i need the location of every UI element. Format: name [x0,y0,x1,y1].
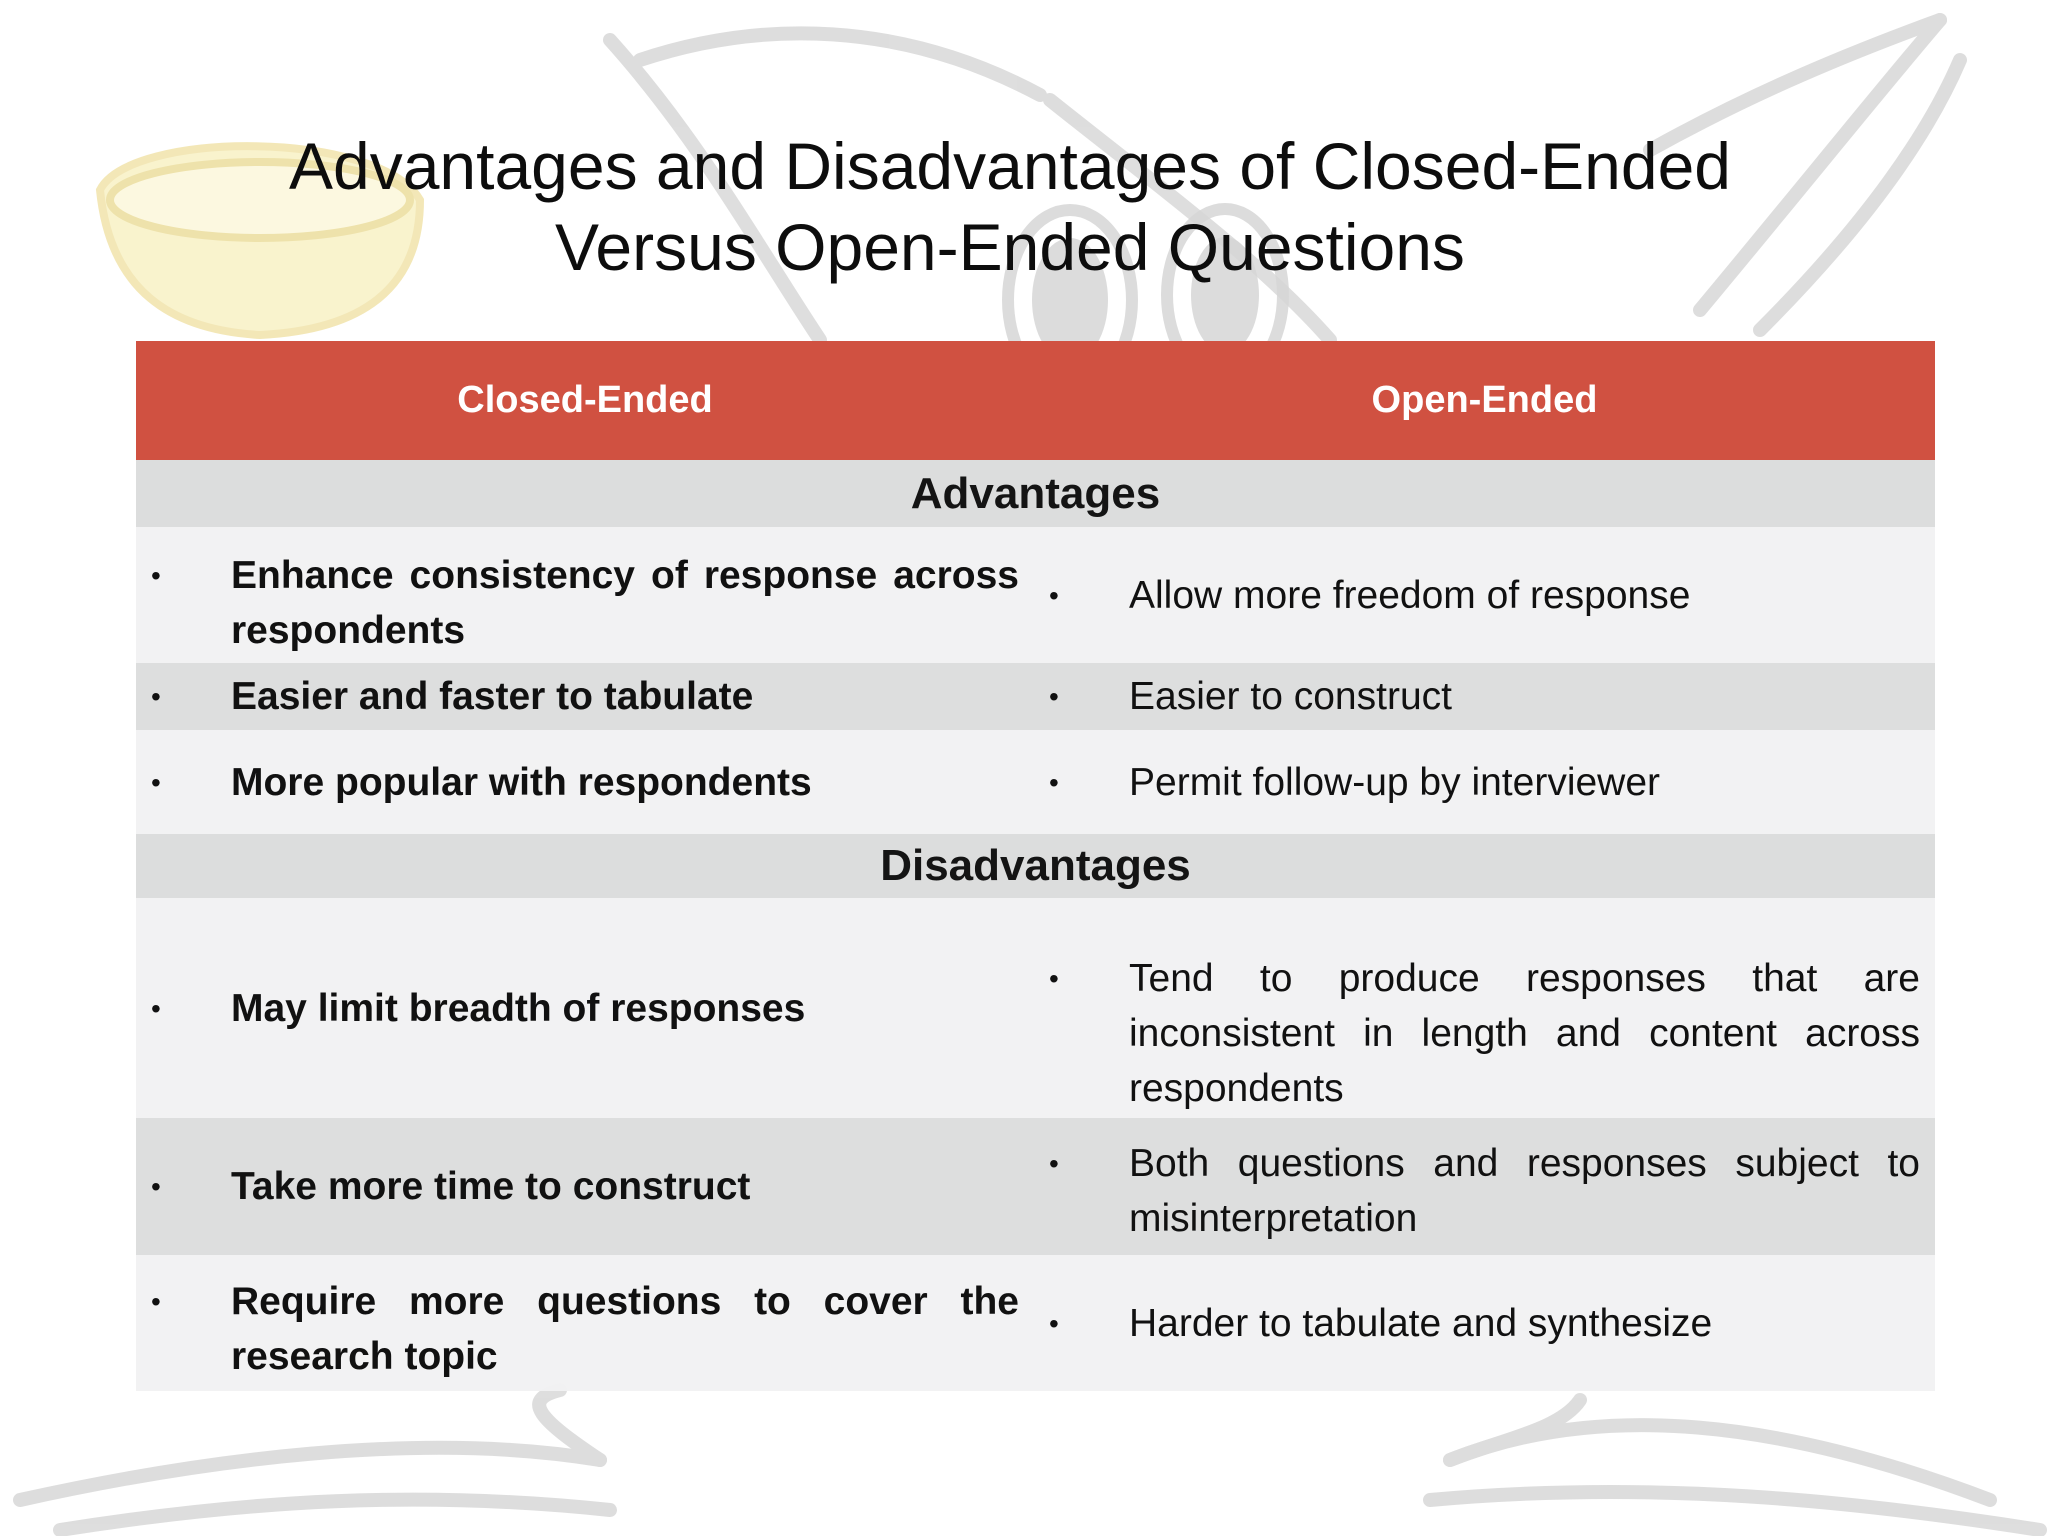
bullet-icon: • [151,560,161,591]
bullet-icon: • [151,992,161,1024]
bullet-icon: • [151,766,161,798]
open-ended-cell [1034,730,1935,834]
open-ended-text: Easier to construct [1129,675,1452,718]
comparison-table [136,341,1935,1391]
section-label: Disadvantages [136,834,1935,898]
closed-ended-cell [136,898,1034,1118]
bullet-icon: • [1049,681,1059,712]
open-ended-cell [1034,1255,1935,1391]
open-ended-text: Tend to produce responses that are inconsistent in length and content across respondents [1129,956,1920,1110]
section-label: Advantages [136,460,1935,527]
open-ended-cell [1034,527,1935,663]
bullet-icon: • [1049,579,1059,611]
bullet-icon: • [1049,766,1059,798]
open-ended-text: Both questions and responses subject to misinterpretation [1129,1141,1920,1240]
bullet-icon: • [1049,962,1059,994]
table-row [136,898,1935,1118]
column-header-open-ended: Open-Ended [1034,341,1935,460]
open-ended-cell [1034,898,1935,1118]
table-header-row [136,341,1935,460]
closed-ended-text: Take more time to construct [231,1165,751,1208]
table-row [136,730,1935,834]
slide-title-line-1: Advantages and Disadvantages of Closed-Ended [289,129,1731,204]
closed-ended-cell [136,663,1034,730]
open-ended-text: Harder to tabulate and synthesize [1129,1301,1713,1345]
bullet-icon: • [1049,1147,1059,1179]
table-row [136,1118,1935,1255]
closed-ended-cell [136,1118,1034,1255]
section-row-disadvantages [136,834,1935,898]
closed-ended-cell [136,527,1034,663]
closed-ended-text: Require more questions to cover the research topic [231,1280,1019,1378]
slide-title-line-2: Versus Open-Ended Questions [555,210,1465,285]
bullet-icon: • [1049,1307,1059,1339]
bullet-icon: • [151,1171,161,1202]
closed-ended-cell [136,730,1034,834]
closed-ended-cell [136,1255,1034,1391]
closed-ended-text: Enhance consistency of response across respondents [231,554,1019,652]
closed-ended-text: More popular with respondents [231,760,812,804]
bullet-icon: • [151,681,161,712]
open-ended-text: Allow more freedom of response [1129,573,1691,617]
slide-title [160,126,1860,288]
open-ended-text: Permit follow-up by interviewer [1129,760,1661,804]
table-row [136,527,1935,663]
column-header-closed-ended: Closed-Ended [136,341,1034,460]
bullet-icon: • [151,1286,161,1317]
section-row-advantages [136,460,1935,527]
table-row [136,663,1935,730]
table-row [136,1255,1935,1391]
open-ended-cell [1034,663,1935,730]
closed-ended-text: Easier and faster to tabulate [231,675,754,718]
closed-ended-text: May limit breadth of responses [231,986,806,1030]
open-ended-cell [1034,1118,1935,1255]
